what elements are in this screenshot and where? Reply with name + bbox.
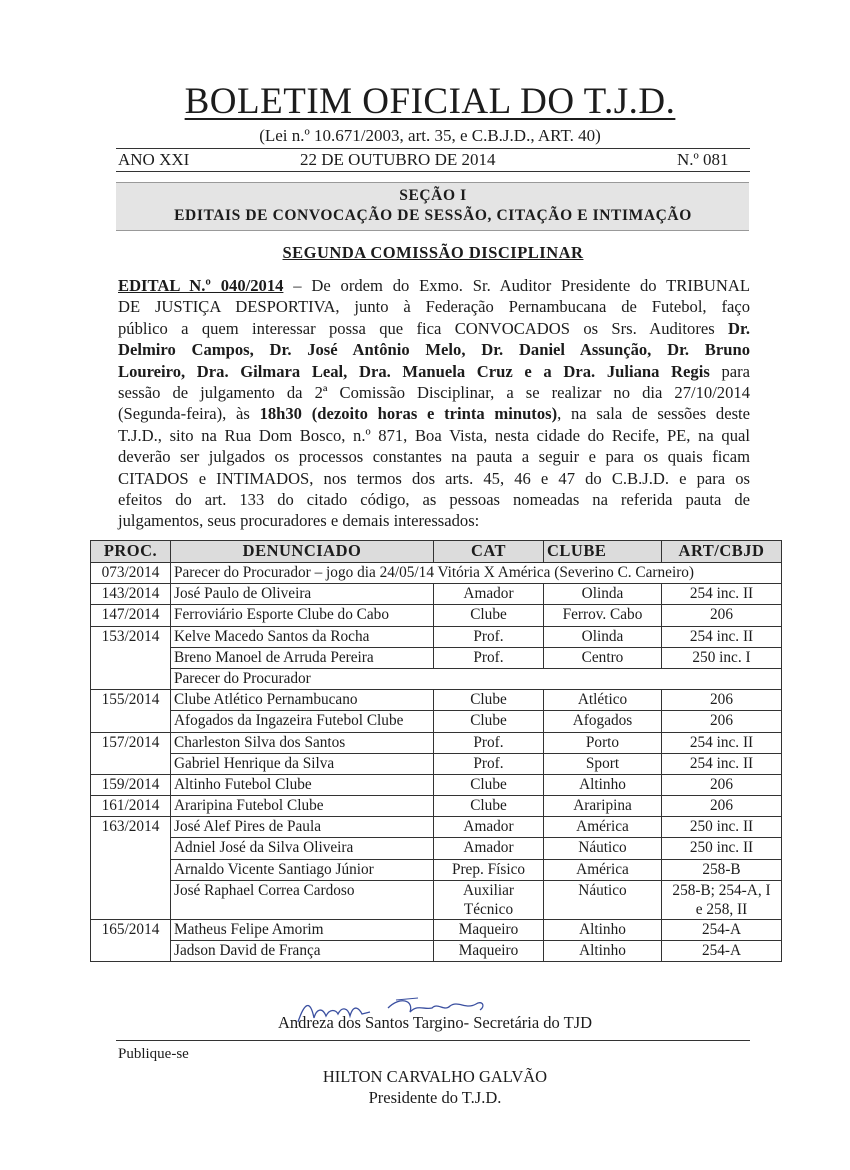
clube-cell: Ferrov. Cabo	[544, 605, 662, 626]
cat-cell: Maqueiro	[434, 919, 544, 940]
proc-cell: 165/2014	[91, 919, 171, 940]
proc-cell: 163/2014	[91, 817, 171, 838]
header-divider-top	[116, 148, 750, 149]
table-row	[91, 732, 782, 753]
bulletin-title: BOLETIM OFICIAL DO T.J.D.	[184, 81, 676, 122]
table-row	[91, 690, 782, 711]
proc-cell	[91, 647, 171, 668]
clube-cell: Afogados	[544, 711, 662, 732]
cat-cell: Clube	[434, 605, 544, 626]
clube-cell: Náutico	[544, 880, 662, 919]
proc-cell: 161/2014	[91, 796, 171, 817]
edital-text: , na sala de sessões deste	[557, 404, 751, 424]
header-divider-bottom	[116, 171, 750, 172]
clube-cell: Centro	[544, 647, 662, 668]
art-cell: 206	[662, 605, 782, 626]
art-cell: 258-B	[662, 859, 782, 880]
auditor-names: Loureiro, Dra. Gilmara Leal, Dra. Manuela Cruz e a Dra. Juliana Regis	[118, 361, 710, 381]
table-row	[91, 668, 782, 689]
proc-cell	[91, 838, 171, 859]
art-line: 258-B; 254-A, I	[672, 881, 771, 899]
table-row	[91, 859, 782, 880]
footer-divider	[116, 1040, 750, 1041]
section-banner	[116, 182, 749, 231]
art-cell: 254 inc. II	[662, 732, 782, 753]
president-block	[0, 1066, 850, 1108]
section-number: SEÇÃO I	[399, 187, 467, 204]
table-row	[91, 817, 782, 838]
art-cell: 254 inc. II	[662, 753, 782, 774]
denunciado-cell: Afogados da Ingazeira Futebol Clube	[171, 711, 434, 732]
edital-number: EDITAL N.º 040/2014	[118, 276, 284, 295]
bulletin-date: 22 DE OUTUBRO DE 2014	[300, 150, 496, 169]
clube-cell: Altinho	[544, 941, 662, 962]
cat-cell: Prof.	[434, 753, 544, 774]
president-name: HILTON CARVALHO GALVÃO	[322, 1067, 548, 1086]
proc-cell	[91, 711, 171, 732]
denunciado-cell: Breno Manoel de Arruda Pereira	[171, 647, 434, 668]
table-row	[91, 796, 782, 817]
proc-cell: 147/2014	[91, 605, 171, 626]
proc-cell: 159/2014	[91, 774, 171, 795]
denunciado-cell: Arnaldo Vicente Santiago Júnior	[171, 859, 434, 880]
cat-cell: Clube	[434, 711, 544, 732]
proc-cell	[91, 859, 171, 880]
proc-cell	[91, 753, 171, 774]
note-cell: Parecer do Procurador – jogo dia 24/05/14 Vitória X América (Severino C. Carneiro)	[171, 563, 782, 584]
proc-cell: 155/2014	[91, 690, 171, 711]
proc-cell: 143/2014	[91, 584, 171, 605]
table-row	[91, 647, 782, 668]
committee-title: SEGUNDA COMISSÃO DISCIPLINAR	[282, 243, 584, 262]
edital-body	[118, 275, 750, 532]
clube-cell: América	[544, 817, 662, 838]
edital-line	[118, 403, 750, 424]
denunciado-cell: Kelve Macedo Santos da Rocha	[171, 626, 434, 647]
bulletin-number: N.º 081	[677, 150, 729, 169]
bulletin-year: ANO XXI	[118, 150, 190, 169]
art-cell	[662, 880, 782, 919]
column-header-clube: CLUBE	[544, 541, 662, 563]
denunciado-cell: Araripina Futebol Clube	[171, 796, 434, 817]
edital-text: (Segunda-feira), às	[118, 404, 260, 424]
edital-text: – De ordem do Exmo. Sr. Auditor Presidente do TRIBUNAL	[283, 276, 750, 295]
art-cell: 206	[662, 796, 782, 817]
edital-line: CITADOS e INTIMADOS, nos termos dos arts. 45, 46 e 47 do C.B.J.D. e para os	[118, 468, 750, 488]
proc-cell	[91, 880, 171, 919]
edital-line: sessão de julgamento da 2ª Comissão Disciplinar, a se realizar no dia 27/10/2014	[118, 382, 750, 402]
edital-line: deverão ser julgados os processos constantes na pauta a seguir e para os quais ficam	[118, 447, 750, 467]
denunciado-cell: Clube Atlético Pernambucano	[171, 690, 434, 711]
column-header-denunciado: DENUNCIADO	[171, 541, 434, 563]
table-row	[91, 584, 782, 605]
proc-cell	[91, 941, 171, 962]
art-cell: 250 inc. II	[662, 817, 782, 838]
clube-cell: Sport	[544, 753, 662, 774]
cat-cell: Prep. Físico	[434, 859, 544, 880]
clube-cell: Olinda	[544, 584, 662, 605]
table-row	[91, 605, 782, 626]
column-header-art: ART/CBJD	[662, 541, 782, 563]
clube-cell: Altinho	[544, 774, 662, 795]
table-row	[91, 919, 782, 940]
cat-cell: Amador	[434, 817, 544, 838]
cat-cell: Amador	[434, 838, 544, 859]
table-row	[91, 626, 782, 647]
table-row	[91, 711, 782, 732]
note-cell: Parecer do Procurador	[171, 668, 782, 689]
clube-cell: Porto	[544, 732, 662, 753]
proc-cell: 073/2014	[91, 563, 171, 584]
cat-line: Técnico	[463, 900, 514, 918]
art-cell: 206	[662, 711, 782, 732]
cat-cell: Amador	[434, 584, 544, 605]
edital-text: para	[709, 361, 750, 381]
edital-text: público a quem interessar possa que fica CONVOCADOS os Srs. Auditores	[118, 318, 729, 338]
denunciado-cell: José Raphael Correa Cardoso	[171, 880, 434, 919]
table-row	[91, 838, 782, 859]
edital-line: T.J.D., sito na Rua Dom Bosco, n.º 871, Boa Vista, nesta cidade do Recife, PE, na qual	[118, 425, 750, 445]
cat-cell: Clube	[434, 796, 544, 817]
denunciado-cell: Matheus Felipe Amorim	[171, 919, 434, 940]
hearing-schedule-table	[90, 540, 782, 962]
column-header-proc: PROC.	[91, 541, 171, 563]
president-title: Presidente do T.J.D.	[368, 1088, 502, 1107]
denunciado-cell: José Alef Pires de Paula	[171, 817, 434, 838]
art-cell: 250 inc. I	[662, 647, 782, 668]
cat-cell	[434, 880, 544, 919]
cat-cell: Clube	[434, 774, 544, 795]
clube-cell: Atlético	[544, 690, 662, 711]
art-cell: 254-A	[662, 941, 782, 962]
art-cell: 206	[662, 774, 782, 795]
art-cell: 206	[662, 690, 782, 711]
auditor-names: Delmiro Campos, Dr. José Antônio Melo, Dr. Daniel Assunção, Dr. Bruno	[118, 340, 750, 360]
table-row	[91, 941, 782, 962]
cat-cell: Prof.	[434, 626, 544, 647]
art-cell: 254 inc. II	[662, 584, 782, 605]
denunciado-cell: Jadson David de França	[171, 941, 434, 962]
edital-line	[118, 275, 750, 296]
table-row	[91, 774, 782, 795]
denunciado-cell: Ferroviário Esporte Clube do Cabo	[171, 605, 434, 626]
edital-line	[118, 339, 750, 360]
cat-line: Auxiliar	[463, 881, 514, 899]
edital-line	[118, 361, 750, 382]
art-cell: 254 inc. II	[662, 626, 782, 647]
cat-cell: Clube	[434, 690, 544, 711]
clube-cell: Náutico	[544, 838, 662, 859]
publique-label: Publique-se	[118, 1046, 189, 1062]
table-header-row	[91, 541, 782, 563]
denunciado-cell: José Paulo de Oliveira	[171, 584, 434, 605]
clube-cell: Olinda	[544, 626, 662, 647]
column-header-cat: CAT	[434, 541, 544, 563]
edital-line: efeitos do art. 133 do citado código, as pessoas nomeadas na referida pauta de	[118, 489, 750, 509]
edital-line	[118, 318, 750, 339]
art-cell: 254-A	[662, 919, 782, 940]
edital-line: julgamentos, seus procuradores e demais interessados:	[118, 511, 480, 531]
table-row	[91, 753, 782, 774]
denunciado-cell: Charleston Silva dos Santos	[171, 732, 434, 753]
proc-cell: 153/2014	[91, 626, 171, 647]
edital-line: DE JUSTIÇA DESPORTIVA, junto à Federação Pernambucana de Futebol, faço	[118, 297, 750, 317]
secretary-name: Andreza dos Santos Targino- Secretária do TJD	[277, 1013, 593, 1032]
auditor-name: Dr.	[728, 318, 750, 338]
denunciado-cell: Adniel José da Silva Oliveira	[171, 838, 434, 859]
cat-cell: Prof.	[434, 732, 544, 753]
section-heading: EDITAIS DE CONVOCAÇÃO DE SESSÃO, CITAÇÃO E INTIMAÇÃO	[174, 207, 692, 224]
denunciado-cell: Gabriel Henrique da Silva	[171, 753, 434, 774]
clube-cell: Araripina	[544, 796, 662, 817]
cat-cell: Maqueiro	[434, 941, 544, 962]
denunciado-cell: Altinho Futebol Clube	[171, 774, 434, 795]
table-row	[91, 563, 782, 584]
art-cell: 250 inc. II	[662, 838, 782, 859]
proc-cell	[91, 668, 171, 689]
cat-cell: Prof.	[434, 647, 544, 668]
art-line: e 258, II	[695, 900, 748, 918]
clube-cell: América	[544, 859, 662, 880]
session-time: 18h30 (dezoito horas e trinta minutos)	[259, 404, 558, 424]
table-row	[91, 880, 782, 919]
clube-cell: Altinho	[544, 919, 662, 940]
bulletin-subtitle: (Lei n.º 10.671/2003, art. 35, e C.B.J.D., ART. 40)	[259, 126, 601, 145]
proc-cell: 157/2014	[91, 732, 171, 753]
